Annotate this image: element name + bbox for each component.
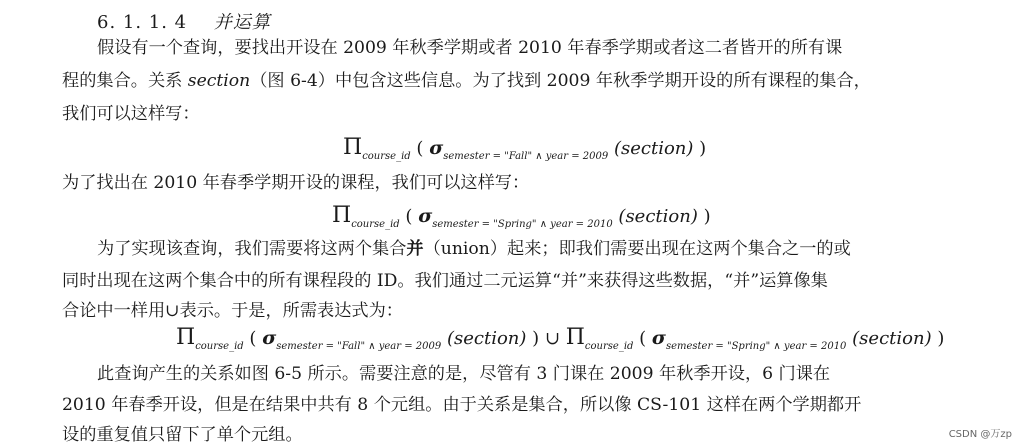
union-keyword: 并	[406, 239, 424, 259]
para3-line1-end: （union）起来；即我们需要出现在这两个集合之一的或	[423, 239, 851, 259]
relation-name-section: section	[187, 71, 251, 91]
para4-line3: 设的重复值只留下了单个元组。	[62, 425, 303, 445]
projection-symbol: Π	[332, 203, 352, 228]
formula-fall	[343, 137, 706, 168]
selection-subscript: semester = "Fall" ∧ year = 2009	[443, 151, 609, 162]
para1-line2-end: （图 6-4）中包含这些信息。为了找到 2009 年秋季学期开设的所有课程的集合，	[250, 71, 871, 91]
open-paren: (	[416, 138, 424, 159]
formula-argument: (section)	[618, 206, 698, 227]
para3-line1-start: 为了实现该查询，我们需要将这两个集合	[97, 239, 407, 259]
para4-line2: 2010 年春季开设，但是在结果中共有 8 个元组。由于关系是集合，所以像 CS-101 这样在两个学期都开	[62, 395, 862, 415]
para1-line1: 假设有一个查询，要找出开设在 2009 年秋季学期或者 2010 年春季学期或者这二者皆开的所有课	[97, 38, 843, 58]
para3-line3: 合论中一样用∪表示。于是，所需表达式为：	[62, 301, 403, 321]
projection-subscript: course_id	[351, 219, 400, 230]
section-title: 并运算	[213, 12, 271, 33]
projection-subscript: course_id	[195, 341, 244, 352]
para3-line2: 同时出现在这两个集合中的所有课程段的 ID。我们通过二元运算“并”来获得这些数据，“并”运算像集	[62, 271, 828, 291]
close-paren: )	[532, 328, 540, 349]
para1-line3: 我们可以这样写：	[62, 104, 200, 124]
formula-union	[176, 327, 944, 358]
close-paren: )	[703, 206, 711, 227]
projection-symbol: Π	[343, 135, 363, 160]
para3-line1	[97, 238, 851, 260]
projection-symbol: Π	[176, 325, 196, 350]
para4-line1: 此查询产生的关系如图 6-5 所示。需要注意的是，尽管有 3 门课在 2009 年秋季开设，6 门课在	[97, 364, 831, 384]
open-paren: (	[405, 206, 413, 227]
para1-line2-start: 程的集合。关系	[62, 71, 188, 91]
open-paren-2: (	[639, 328, 647, 349]
close-paren: )	[699, 138, 707, 159]
selection-symbol-2: σ	[651, 327, 666, 349]
projection-subscript: course_id	[362, 151, 411, 162]
formula-spring	[332, 205, 711, 236]
watermark: CSDN @万zp	[948, 429, 1012, 440]
close-paren-2: )	[937, 328, 945, 349]
projection-symbol-2: Π	[565, 325, 585, 350]
selection-subscript: semester = "Spring" ∧ year = 2010	[432, 219, 613, 230]
formula-argument: (section)	[446, 328, 527, 349]
formula-argument-2: (section)	[852, 328, 932, 349]
section-number: 6. 1. 1. 4	[97, 12, 188, 33]
para1-line2	[62, 70, 871, 92]
selection-symbol: σ	[418, 205, 433, 227]
selection-subscript-fall: semester = "Fall" ∧ year = 2009	[276, 341, 442, 352]
selection-subscript-spring: semester = "Spring" ∧ year = 2010	[665, 341, 847, 352]
section-heading	[97, 8, 271, 34]
union-symbol: ∪	[544, 328, 560, 349]
open-paren: (	[249, 328, 257, 349]
formula-argument: (section)	[613, 138, 694, 159]
selection-symbol: σ	[429, 137, 444, 159]
selection-symbol: σ	[262, 327, 277, 349]
projection-subscript-2: course_id	[584, 341, 634, 352]
para2-line1: 为了找出在 2010 年春季学期开设的课程，我们可以这样写：	[62, 173, 530, 193]
